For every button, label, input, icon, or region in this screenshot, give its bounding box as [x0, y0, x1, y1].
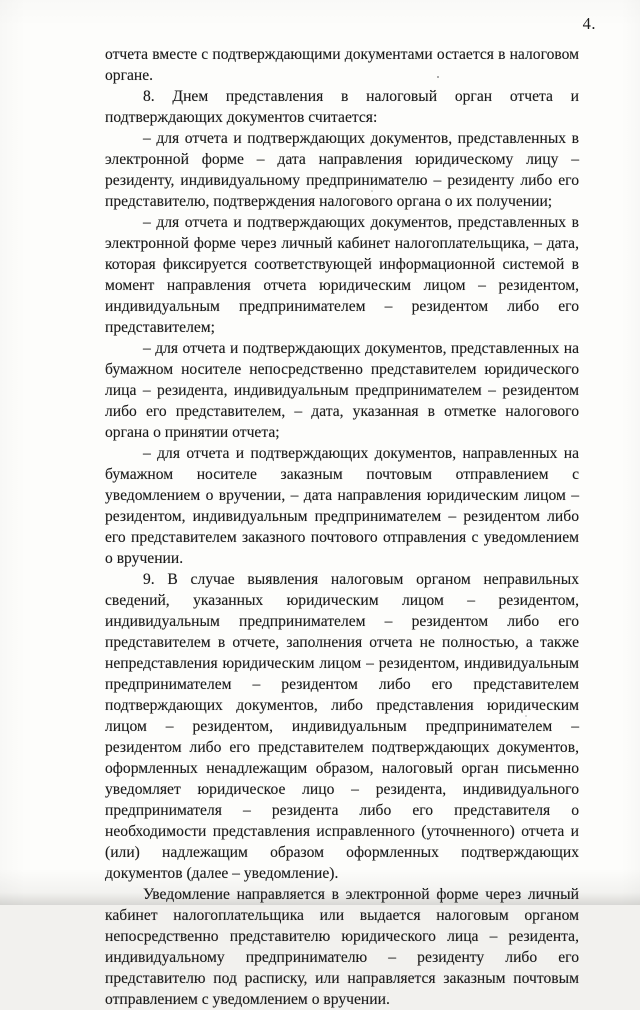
- scan-speck: [437, 76, 439, 78]
- scan-speck: [371, 190, 373, 192]
- document-body: [105, 44, 579, 1010]
- paragraph-dash-electronic-form: – для отчета и подтверждающих документов, представленных в электронной форме – дата направления юридическому лицу – резиденту, индивидуальному предпринимателю – резиденту либо его представителю, подтверждения налогового органа о их получении;: [105, 130, 579, 210]
- paragraph-item-9: 9. В случае выявления налоговым органом неправильных сведений, указанных юридическим лицом – резидентом, индивидуальным предпринимателем – резидентом либо его представителем в отчете, заполнения отчета не полностью, а также непредставления юридическим лицом – резидентом, индивидуальным предпринимателем – резидентом либо его представителем подтверждающих документов, либо представления юридическим лицом – резидентом, индивидуальным предпринимателем – резидентом либо его представителем подтверждающих документов, оформленных ненадлежащим образом, налоговый орган письменно уведомляет юридическое лицо – резидента, индивидуального предпринимателя – резидента либо его представителя о необходимости представления исправленного (уточненного) отчета и (или) надлежащим образом оформленных подтверждающих документов (далее – уведомление).: [105, 571, 579, 882]
- paragraph-notification-delivery: Уведомление направляется в электронной форме через личный кабинет налогоплательщика или выдается налоговым органом непосредственно представителю юридического лица – резидента, индивидуальному предпринимателю – резиденту либо его представителю под расписку, или направляется заказным почтовым отправлением с уведомлением о вручении.: [105, 886, 579, 1008]
- page-number: 4.: [582, 14, 596, 33]
- scan-speck: [525, 715, 527, 717]
- paragraph-item-8: 8. Днем представления в налоговый орган отчета и подтверждающих документов считается:: [105, 88, 579, 126]
- paragraph-continuation: отчета вместе с подтверждающими документами остается в налоговом органе.: [105, 46, 579, 84]
- paragraph-dash-personal-cabinet: – для отчета и подтверждающих документов, представленных в электронной форме через личный кабинет налогоплательщика, – дата, которая фиксируется соответствующей информационной системой в момент направления отчета юридическим лицом – резидентом, индивидуальным предпринимателем – резидентом либо его представителем;: [105, 214, 579, 336]
- paragraph-dash-registered-mail: – для отчета и подтверждающих документов, направленных на бумажном носителе заказным почтовым отправлением с уведомлением о вручении, – дата направления юридическим лицом – резидентом, индивидуальным предпринимателем – резидентом либо его представителем заказного почтового отправления с уведомлением о вручении.: [105, 445, 579, 567]
- paragraph-dash-paper-in-person: – для отчета и подтверждающих документов, представленных на бумажном носителе непосредственно представителем юридического лица – резидента, индивидуальным предпринимателем – резидентом либо его представителем, – дата, указанная в отметке налогового органа о принятии отчета;: [105, 340, 579, 441]
